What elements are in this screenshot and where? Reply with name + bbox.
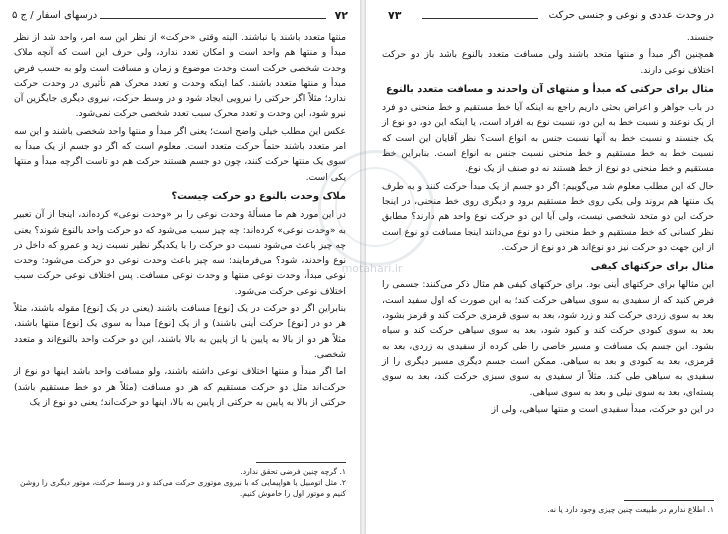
paragraph: منتها متعدد باشند یا نباشند. البته وقتی «حرکت» از نظر این سه امر، واحد شد از نظر مبدأ و منتها هم واحد است و امکان تعدد ندارد، ولی حرف این است که آنچه ملاک وحدت شخصی حرکت است وحدت موضوع و زمان و مسافت است ولو به حسب فرض مبدأ و منتها متعدد باشند. کما اینکه وحدت و تعدد محرک هم تأثیری در وحدت حرکت ندارد؛ مثلاً اگر حرکتی را نیرویی ایجاد شود و در وسط حرکت، نیروی دیگری جایگزین آن نیرو شود، این وحدت و تعدد محرک سبب تعدد شخصی حرکت نمی‌شود. (14, 32, 346, 120)
watermark-text: motahari.ir (341, 262, 403, 275)
right-running-title: در وحدت عددی و نوعی و جنسی حرکت (548, 10, 714, 21)
footnote: ۱. اطلاع ندارم در طبیعت چنین چیزی وجود دارد یا نه. (547, 505, 714, 514)
right-header-rule (422, 18, 538, 19)
paragraph: در باب جواهر و اعراض بحثی داریم راجع به اینکه آیا خط مستقیم و خط منحنی دو فرد از یک نوعند و نسبت خط به این دو، نسبت نوع به افراد است، یا اینکه این دو، دو نوع از یک جنسند و نسبت خط به آنها نسبت جنس به انواع است؟ نظر آقایان این است که نسبت خط به خط مستقیم و خط منحنی نسبت جنس به انواع است. بنابراین خط مستقیم و خط منحنی دو نوع از خط هستند نه دو صنف از یک نوع. (382, 102, 714, 175)
paragraph: جنسند. (686, 32, 714, 43)
watermark-seal (318, 150, 434, 266)
paragraph: بنابراین اگر دو حرکت در یک [نوع] مسافت باشند (یعنی در یک [نوع] مقوله باشند، مثلاً هر دو در [نوع] حرکت أینی باشند) و از یک [نوع] مبدأ به سوی یک [نوع] منتها باشند، مثلاً هر دو از بالا به پایین یا از پایین به بالا باشند، این دو حرکت واحد بالنوع‌اند و متعدد شخصی. (14, 303, 346, 360)
footnote-rule (624, 500, 714, 501)
left-page (0, 0, 360, 534)
paragraph: در این دو حرکت، مبدأ سفیدی است و منتها سیاهی، ولی از (491, 403, 714, 415)
paragraph: همچنین اگر مبدأ و منتها متحد باشند ولی مسافت متعدد بالنوع باشد باز دو حرکت اختلاف نوعی دارند. (382, 49, 714, 76)
right-body-text (382, 30, 714, 419)
paragraph: در این مورد هم ما مسألهٔ وحدت نوعی را بر «وحدت نوعی» کرده‌اند، اینجا از آن تعبیر به «وحدت نوعی» کرده‌اند: چه چیز سبب می‌شود که دو حرکت واحد بالنوع شوند؟ یعنی چه چیز باعث می‌شود نسبت دو حرکت را با یکدیگر نظیر نسبت زید و عمرو که داخل در نوع واحدند، شود؟ می‌فرمایند: سه چیز باعث وحدت نوعی دو حرکت می‌شود: وحدت نوعی مبدأ، وحدت نوعی منتها و وحدت نوعی مسافت. پس اختلاف نوعی حرکت سبب اختلاف نوعی حرکت می‌شود. (14, 209, 346, 297)
right-page-number: ۷۳ (388, 9, 402, 22)
left-header-rule (100, 18, 326, 19)
section-heading: مثال برای حرکتی که مبدأ و منتهای آن واحدند و مسافت متعدد بالنوع (385, 83, 714, 95)
right-footnotes (382, 504, 714, 515)
section-heading: مثال برای حرکتهای کیفی (590, 261, 714, 273)
footnote: ۱. گرچه چنین فرضی تحقق ندارد. (240, 467, 346, 476)
left-page-number: ۷۲ (334, 9, 348, 22)
left-footnotes (14, 466, 346, 499)
paragraph: عکس این مطلب خیلی واضح است؛ یعنی اگر مبدأ و منتها واحد شخصی باشند و این سه امر متعدد باشند حتماً حرکت متعدد است. معلوم است که اگر دو جسم از یک مبدأ به سوی یک منتها حرکت کنند، چون دو جسم هستند حرکت هم دو تاست اگرچه مبدأ و منتها یکی است. (14, 125, 346, 183)
paragraph: حال که این مطلب معلوم شد می‌گوییم: اگر دو جسم از یک مبدأ حرکت کنند و به طرف یک منتها هم بروند ولی یکی روی خط مستقیم برود و دیگری روی خط منحنی، در اینجا حرکت این دو متحد شخصی نیست، ولی آیا این دو حرکت نوع واحد هم دارند؟ مطابق نظر کسانی که خط مستقیم و خط منحنی را دو نوع می‌دانند اینجا مسافت دو نوع است از این جهت دو حرکت نیز دو نوع‌اند هر دو نوع از حرکت. (382, 180, 714, 253)
footnote-rule (256, 462, 346, 463)
left-running-title: درسهای اسفار / ج ۵ (12, 10, 98, 21)
section-heading: ملاک وحدت بالنوع دو حرکت چیست؟ (171, 190, 346, 202)
paragraph: این مثالها برای حرکتهای أینی بود. برای حرکتهای کیفی هم مثال ذکر می‌کنند: جسمی را فرض کنید که از سفیدی به سوی سیاهی حرکت کند؛ به این صورت که اول سفید است، بعد به سوی زردی حرکت کند و زرد شود، بعد به سوی قرمزی حرکت کند و قرمز بشود، بعد به سوی کبودی حرکت کند و کبود شود، بعد به سوی سیاهی حرکت کند و سیاه بشود. این جسم یک مسافت و مسیر خاصی را طی کرده از سفیدی به زردی، بعد به قرمزی، بعد به کبودی و بعد به سیاهی. ممکن است جسم دیگری مسیر دیگری را از سفیدی به سیاهی طی کند. مثلاً از سفیدی به سوی سبزی حرکت کند، بعد به سوی پسته‌ای، بعد به سوی نیلی و بعد به سوی سیاهی. (382, 279, 714, 398)
left-body-text (14, 30, 346, 412)
paragraph: اما اگر مبدأ و منتها اختلاف نوعی داشته باشند، ولو مسافت واحد باشد اینها دو نوع از حرکت‌اند مثل دو حرکت مستقیم که هر دو مسافت (مثلاً هر دو خط مستقیم باشد) حرکتی از بالا به پایین به حرکتی از پایین به بالا، اینها دو حرکت‌اند؛ یعنی دو نوع از یک (14, 366, 346, 408)
footnote: ۲. مثل اتومبیل یا هواپیمایی که با نیروی موتوری حرکت می‌کند و در وسط حرکت، موتور دیگری را روشن کنیم و موتور اول را خاموش کنیم. (20, 478, 346, 498)
